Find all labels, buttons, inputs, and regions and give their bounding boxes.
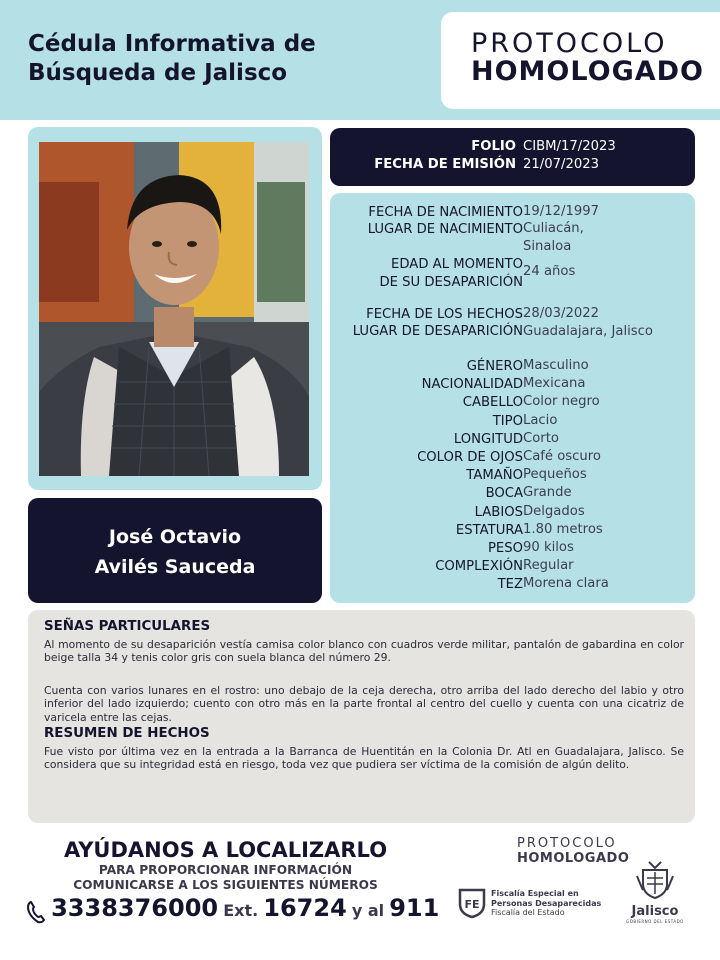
- fe-line-2: Personas Desaparecidas: [491, 898, 602, 908]
- lugar-nacimiento-label: LUGAR DE NACIMIENTO: [367, 222, 523, 237]
- trait-label: BOCA: [485, 486, 523, 502]
- protocol-line-1: PROTOCOLO: [471, 28, 668, 59]
- jalisco-shield-icon: [635, 860, 675, 902]
- fe-line-3: Fiscalía del Estado: [491, 908, 565, 917]
- footer-protocol-line-2: HOMOLOGADO: [517, 851, 630, 866]
- folio-label-cell: [330, 138, 516, 156]
- nacimiento-label: FECHA DE NACIMIENTO: [368, 205, 523, 220]
- person-photo: [39, 142, 309, 476]
- trait-label: PESO: [487, 541, 523, 556]
- trait-label: TIPO: [492, 413, 523, 429]
- hechos-label: FECHA DE LOS HECHOS: [366, 307, 523, 322]
- fiscalia-text: [491, 889, 601, 918]
- folio-label: FOLIO: [471, 139, 516, 154]
- trait-value: Masculino: [523, 358, 589, 373]
- fe-logo-icon: [456, 887, 488, 919]
- trait-label: COLOR DE OJOS: [417, 450, 523, 465]
- senas-heading: SEÑAS PARTICULARES: [44, 619, 211, 634]
- trait-label: GÉNERO: [466, 359, 523, 374]
- trait-value: Grande: [523, 485, 572, 501]
- protocol-line-2: HOMOLOGADO: [471, 56, 704, 87]
- senas-paragraph-1: Al momento de su desaparición vestía camisa color blanco con cuadros verde militar, pantalón de gabardina en color beige talla 34 y tenis color gris con suela blanca del número 29.: [44, 638, 684, 665]
- person-name: [28, 522, 322, 582]
- folio-value: CIBM/17/2023: [523, 139, 616, 154]
- title-line-2: Búsqueda de Jalisco: [28, 60, 288, 86]
- footer-protocol-logo: [517, 836, 629, 866]
- phone-icon: [26, 900, 46, 924]
- trait-value: Corto: [523, 430, 559, 446]
- trait-label: LABIOS: [474, 504, 523, 520]
- fecha-label-cell: [330, 156, 516, 174]
- trait-value: Mexicana: [523, 376, 586, 392]
- trait-value: Lacio: [523, 412, 558, 428]
- edad-label-1: EDAD AL MOMENTO: [391, 257, 523, 272]
- protocol-box: [441, 12, 720, 109]
- resumen-paragraph: Fue visto por última vez en la entrada a la Barranca de Huentitán en la Colonia Dr. Atl en Guadalajara, Jalisco. Se considera que su integridad está en riesgo, toda vez que pudiera ser víctima de la comisión de algún delito.: [44, 745, 684, 772]
- details-panel: [330, 193, 695, 603]
- fe-line-1: Fiscalía Especial en: [491, 889, 579, 898]
- jalisco-logo: [620, 860, 700, 930]
- phone-row: [26, 894, 439, 926]
- hechos-value: 28/03/2022: [523, 306, 600, 321]
- page-title: [28, 30, 316, 88]
- senas-panel: [28, 610, 695, 823]
- trait-value: Regular: [523, 558, 574, 574]
- photo-panel: [28, 127, 322, 490]
- jalisco-text: [620, 904, 690, 924]
- name-line-2: Avilés Sauceda: [94, 556, 256, 578]
- trait-value: 1.80 metros: [523, 521, 603, 537]
- lugar-desaparicion-label: LUGAR DE DESAPARICIÓN: [352, 324, 523, 339]
- fecha-emision-value: 21/07/2023: [523, 157, 600, 172]
- trait-label: CABELLO: [462, 395, 523, 411]
- name-line-1: José Octavio: [108, 526, 242, 548]
- trait-label: LONGITUD: [453, 431, 523, 447]
- help-subtitle-1: PARA PROPORCIONAR INFORMACIÓN: [98, 863, 353, 877]
- lugar-desaparicion-value: Guadalajara, Jalisco: [523, 324, 653, 339]
- trait-value: Delgados: [523, 503, 585, 519]
- phone-number[interactable]: 3338376000: [51, 894, 219, 922]
- edad-label-2: DE SU DESAPARICIÓN: [379, 275, 523, 290]
- title-line-1: Cédula Informativa de: [28, 31, 316, 57]
- trait-label: TAMAÑO: [466, 468, 523, 484]
- person-photo-illustration: [39, 142, 309, 476]
- trait-value: Morena clara: [523, 576, 609, 592]
- trait-value: Café oscuro: [523, 449, 601, 464]
- folio-panel: [330, 128, 695, 186]
- nacimiento-value: 19/12/1997: [523, 204, 600, 219]
- edad-value: 24 años: [523, 264, 576, 279]
- trait-label: TEZ: [497, 577, 523, 593]
- fiscalia-logo: [456, 885, 606, 925]
- senas-paragraph-2: Cuenta con varios lunares en el rostro: uno debajo de la ceja derecha, otro arriba del lado derecho del labio y otro inferior del lado izquierdo; cuento con otro más en la parte frontal al centro del cuello y cuenta con una cicatriz de varicela entre las cejas.: [44, 684, 684, 724]
- resumen-heading: RESUMEN DE HECHOS: [44, 726, 210, 741]
- lugar-nacimiento-value-2: Sinaloa: [523, 239, 572, 254]
- fe-badge-text: FE: [464, 898, 480, 911]
- footer-protocol-line-1: PROTOCOLO: [517, 836, 617, 851]
- lugar-nacimiento-value-1: Culiacán,: [523, 221, 584, 236]
- extension-number: 16724: [263, 894, 347, 922]
- trait-label: COMPLEXIÓN: [435, 559, 523, 575]
- emergency-number[interactable]: 911: [389, 894, 440, 922]
- fecha-emision-label: FECHA DE EMISIÓN: [374, 157, 516, 172]
- help-title: AYÚDANOS A LOCALIZARLO: [63, 838, 388, 862]
- and-label: y al: [351, 901, 385, 920]
- trait-value: Color negro: [523, 394, 600, 410]
- name-panel: [28, 498, 322, 603]
- jalisco-sub: GOBIERNO DEL ESTADO: [626, 919, 684, 924]
- jalisco-name: Jalisco: [631, 904, 679, 919]
- trait-label: ESTATURA: [455, 522, 523, 538]
- help-subtitle-2: COMUNICARSE A LOS SIGUIENTES NÚMEROS: [73, 878, 378, 892]
- ext-label: Ext.: [223, 901, 259, 920]
- trait-value: 90 kilos: [523, 540, 574, 555]
- trait-value: Pequeños: [523, 467, 587, 483]
- trait-label: NACIONALIDAD: [421, 377, 523, 393]
